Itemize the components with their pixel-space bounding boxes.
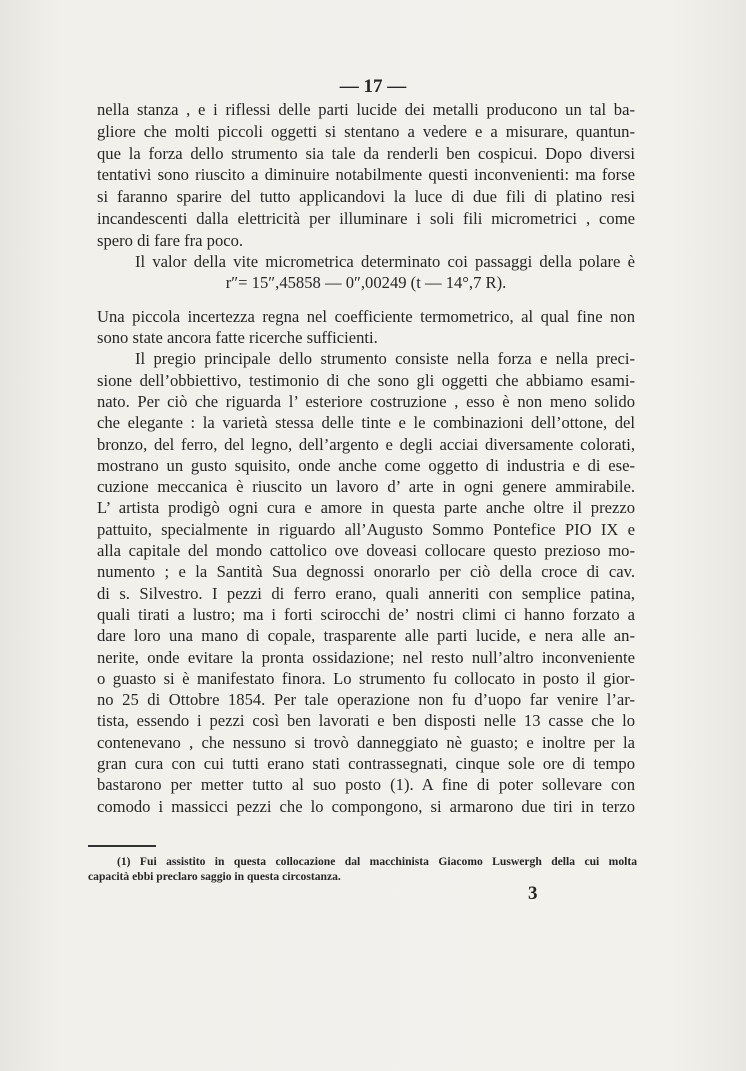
signature-mark: 3 xyxy=(528,883,538,904)
text-line: Il valor della vite micrometrica determinato coi passaggi della polare è xyxy=(135,252,635,272)
footnote-line: capacità ebbi preclaro saggio in questa circostanza. xyxy=(88,870,341,883)
text-line: incandescenti dalla elettricità per illuminare i soli fili micrometrici , come xyxy=(97,209,635,228)
text-line: quali tirati a lustro; ma i forti scirocchi de’ nostri climi ci hanno forzato a xyxy=(97,604,635,624)
text-line: L’ artista prodigò ogni cura e amore in questa parte anche oltre il prezzo xyxy=(97,498,635,518)
text-line: o guasto si è manifestato finora. Lo strumento fu collocato in posto il gior- xyxy=(97,668,635,688)
text-line: nella stanza , e i riflessi delle parti lucide dei metalli producono un tal ba- xyxy=(97,100,635,119)
text-line: nerite, onde evitare la pronta ossidazione; nel resto null’altro inconveniente xyxy=(97,647,635,667)
text-line: nato. Per ciò che riguarda l’ esteriore costruzione , esso è non meno solido xyxy=(97,391,635,411)
text-line: tentativi sono riuscito a diminuire notabilmente questi inconvenienti: ma forse xyxy=(97,165,635,185)
footnote-line: (1) Fui assistito in questa collocazione dal macchinista Giacomo Luswergh della cui molta xyxy=(117,855,637,868)
text-line: gran cura con cui tutti erano stati contrassegnati, cinque sole ore di tempo xyxy=(97,754,635,773)
text-line: numento ; e la Santità Sua degnossi onorarlo per ciò della croce di cav. xyxy=(97,562,635,582)
footnote-rule xyxy=(88,845,156,847)
text-line: que la forza dello strumento sia tale da renderli ben cospicui. Dopo diversi xyxy=(97,143,635,163)
text-line: di s. Silvestro. I pezzi di ferro erano, quali anneriti con semplice patina, xyxy=(97,583,635,603)
page-number: — 17 — xyxy=(339,76,407,97)
text-line: no 25 di Ottobre 1854. Per tale operazione non fu d’uopo far venire l’ar- xyxy=(97,690,635,710)
text-line: comodo i massicci pezzi che lo compongono, si armarono due tiri in terzo xyxy=(97,796,635,816)
text-line: pattuito, specialmente in riguardo all’Augusto Sommo Pontefice PIO IX e xyxy=(97,519,635,539)
formula: r″= 15″,45858 — 0″,00249 (t — 14°,7 R). xyxy=(225,273,507,293)
text-line: che elegante : la varietà stessa delle tinte e le combinazioni dell’ottone, del xyxy=(97,413,635,433)
text-line: bronzo, del ferro, del legno, dell’argento e degli acciai diversamente colorati, xyxy=(97,434,635,454)
text-line: sione dell’obbiettivo, testimonio di che sono gli oggetti che abbiamo esami- xyxy=(97,370,635,390)
text-line: spero di fare fra poco. xyxy=(97,230,244,250)
text-line: alla capitale del mondo cattolico ove doveasi collocare questo prezioso mo- xyxy=(97,541,635,560)
text-line: gliore che molti piccoli oggetti si stentano a vedere e a misurare, quantun- xyxy=(97,121,635,141)
text-line: contenevano , che nessuno si trovò danneggiato nè guasto; e inoltre per la xyxy=(97,732,635,752)
text-line: Una piccola incertezza regna nel coefficiente termometrico, al qual fine non xyxy=(97,306,635,326)
text-line: sono state ancora fatte ricerche sufficienti. xyxy=(97,328,378,347)
text-line: Il pregio principale dello strumento consiste nella forza e nella preci- xyxy=(135,349,635,369)
text-line: mostrano un gusto squisito, onde anche come oggetto di industria e di ese- xyxy=(97,455,635,475)
text-line: dare loro una mano di copale, trasparente alle parti lucide, e nera alle an- xyxy=(97,626,635,646)
text-line: cuzione meccanica è riuscito un lavoro d’ arte in ogni genere ammirabile. xyxy=(97,477,635,497)
text-line: bastarono per metter tutto al suo posto (1). A fine di poter sollevare con xyxy=(97,775,635,795)
text-line: si faranno sparire del tutto applicandovi la luce di due fili di platino resi xyxy=(97,187,635,207)
text-line: tista, essendo i pezzi così ben lavorati e ben disposti nelle 13 casse che lo xyxy=(97,711,635,731)
